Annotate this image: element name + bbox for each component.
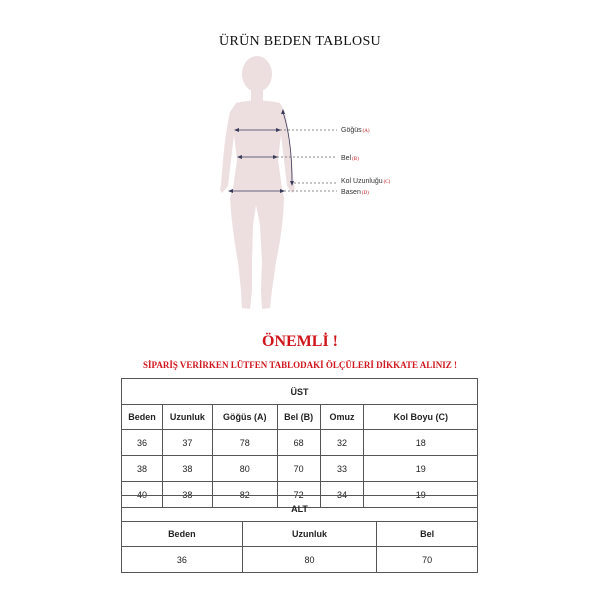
upper-header-chest: Göğüs (A) [212,405,277,430]
lower-header-length: Uzunluk [242,522,377,547]
lower-table-title: ALT [122,496,478,522]
page-title: ÜRÜN BEDEN TABLOSU [219,34,381,49]
cell: 19 [364,482,478,508]
upper-header-shoulder: Omuz [320,405,364,430]
order-warning-text: SİPARİŞ VERİRKEN LÜTFEN TABLODAKİ ÖLÇÜLERİ DİKKATE ALINIZ ! [143,360,457,370]
cell: 70 [277,456,320,482]
body-silhouette [220,56,294,309]
cell: 68 [277,430,320,456]
upper-header-waist: Bel (B) [277,405,320,430]
lower-header-size: Beden [122,522,243,547]
upper-header-length: Uzunluk [162,405,212,430]
measure-label-waist: Bel(B) [341,155,359,162]
cell: 33 [320,456,364,482]
measure-label-sleeve: Kol Uzunluğu(C) [341,178,391,185]
upper-size-table [121,378,478,508]
upper-header-sleeve: Kol Boyu (C) [364,405,478,430]
cell: 36 [122,547,243,573]
cell: 38 [162,456,212,482]
important-heading: ÖNEMLİ ! [262,333,338,350]
cell: 38 [122,456,163,482]
table-row [122,456,478,482]
cell: 70 [377,547,478,573]
cell: 72 [277,482,320,508]
cell: 40 [122,482,163,508]
cell: 34 [320,482,364,508]
cell: 38 [162,482,212,508]
upper-table-title: ÜST [122,379,478,405]
upper-header-size: Beden [122,405,163,430]
cell: 19 [364,456,478,482]
cell: 32 [320,430,364,456]
lower-header-waist: Bel [377,522,478,547]
measure-label-hip: Basen(D) [341,189,369,196]
cell: 78 [212,430,277,456]
table-row [122,547,478,573]
lower-size-table [121,495,478,573]
cell: 80 [212,456,277,482]
cell: 37 [162,430,212,456]
cell: 80 [242,547,377,573]
cell: 82 [212,482,277,508]
cell: 18 [364,430,478,456]
cell: 36 [122,430,163,456]
measure-label-chest: Göğüs(A) [341,127,370,134]
table-row [122,430,478,456]
